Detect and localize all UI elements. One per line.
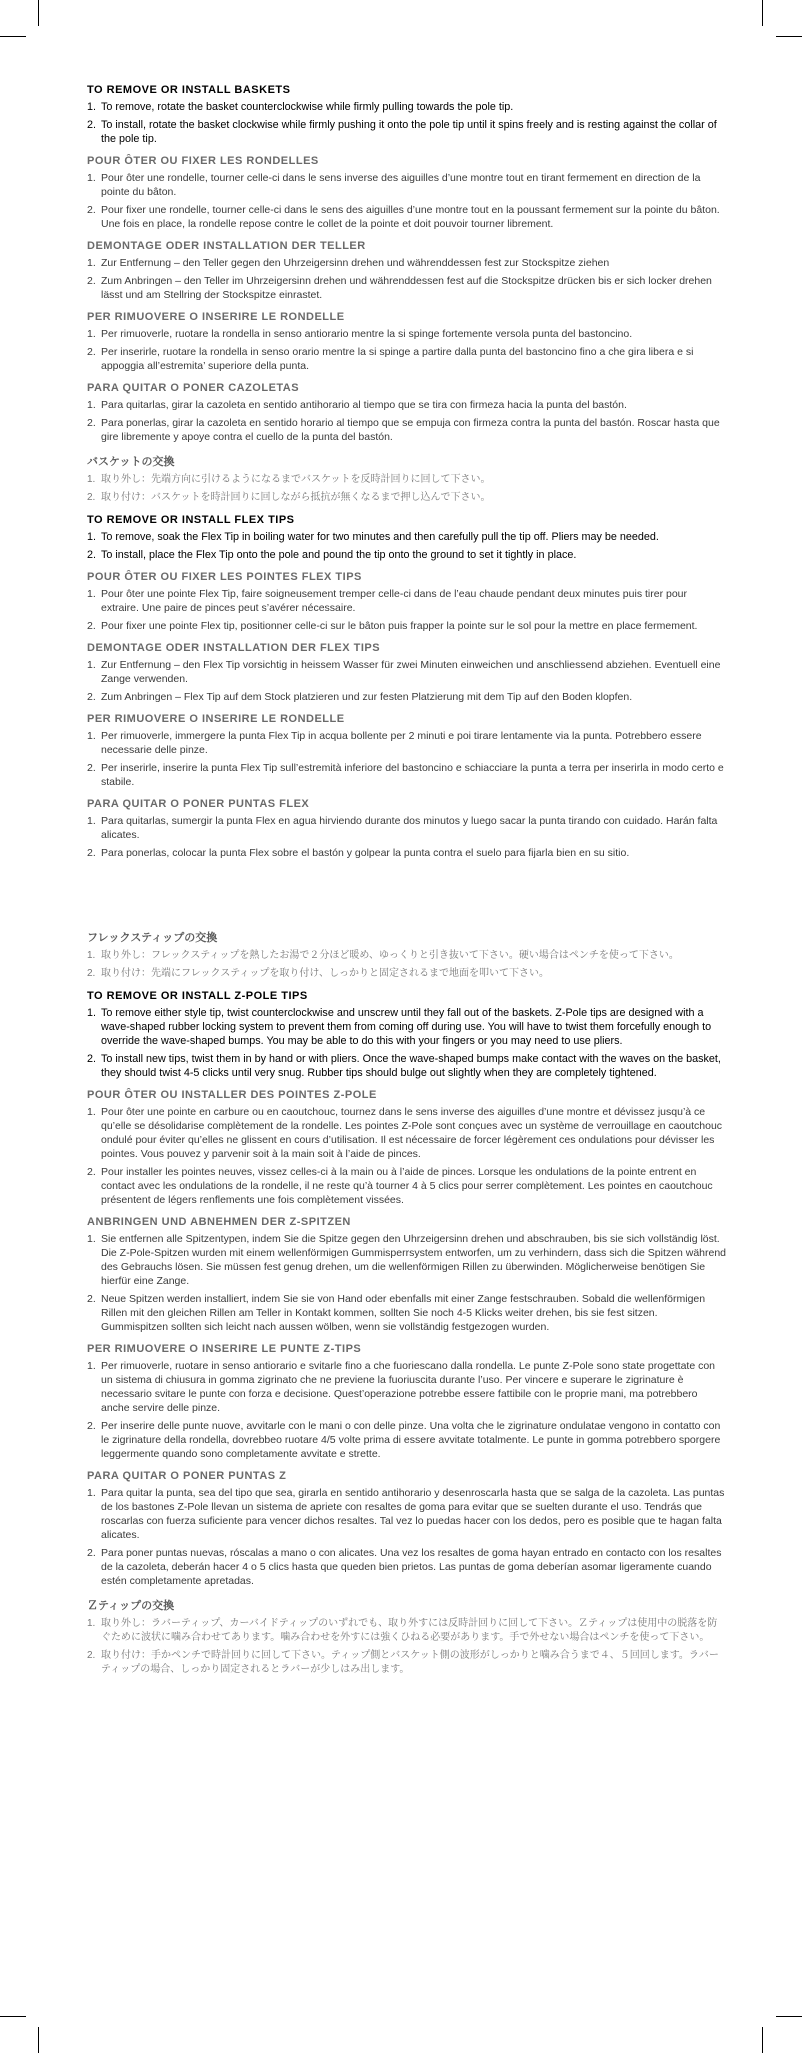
instruction-list bbox=[87, 1359, 727, 1461]
step-text: 取り外し：ラバーティップ、カーバイドティップのいずれでも、取り外すには反時計回りに回して下さい。Ｚティップは使用中の脱落を防ぐために波状に噛み合わせてあります。噛み合わせを外すには強くひねる必要があります。手で外せない場合はペンチを使って下さい。 bbox=[101, 1618, 718, 1643]
step-number: 1. bbox=[87, 950, 96, 961]
step-number: 1. bbox=[87, 1487, 96, 1499]
step-text: To install, rotate the basket clockwise while firmly pushing it onto the pole tip until it spins freely and is resting against the collar of the pole tip. bbox=[101, 119, 717, 145]
section-heading: PER RIMUOVERE O INSERIRE LE RONDELLE bbox=[87, 311, 345, 323]
step-number: 1. bbox=[87, 399, 96, 411]
step-text: To remove either style tip, twist counterclockwise and unscrew until they fall out of the baskets. Z-Pole tips are designed with a wave-shaped rubber locking system to prevent them from coming off during use. You will have to twist them forcefully enough to override the wave-shaped bumps. You may be able to do this with your fingers or you may need to use pliers. bbox=[101, 1007, 712, 1047]
step-number: 1. bbox=[87, 328, 96, 340]
section-heading: TO REMOVE OR INSTALL FLEX TIPS bbox=[87, 514, 295, 526]
section-heading: PARA QUITAR O PONER PUNTAS Z bbox=[87, 1470, 287, 1482]
step-text: Per rimuoverle, ruotare in senso antiorario e svitarle fino a che fuoriescano dalla rondella. Le punte Z-Pole sono state progettate con un sistema di chiusura in gomma zigrinato che ne previene la fuoriuscita durante l’uso. Per vincere e superare le zigrinature è necessario svitare le punte con forza e decisione. Quest’operazione potrebbe essere fattibile con le proprie mani, ma potrebbero anche servire delle pinze. bbox=[101, 1360, 716, 1414]
step-number: 2. bbox=[87, 762, 96, 774]
instruction-step bbox=[87, 1419, 727, 1461]
step-number: 1. bbox=[87, 1618, 96, 1629]
step-text: 取り付け：バスケットを時計回りに回しながら抵抗が無くなるまで押し込んで下さい。 bbox=[101, 492, 491, 503]
crop-mark-top-right bbox=[762, 0, 763, 26]
step-number: 2. bbox=[87, 1166, 96, 1178]
step-text: Pour ôter une pointe en carbure ou en caoutchouc, tournez dans le sens inverse des aiguilles d’une montre et dévissez jusqu’à ce qu’elle se désolidarise complètement de la rondelle. Les pointes Z-Pole sont conçues avec un système de verrouillage en caoutchouc ondulé pour éviter qu’elles ne glissent en cours d’utilisation. Il est nécessaire de forcer légèrement ces ondulations pour dévisser les pointes. Vous pouvez y parvenir soit à la main soit à l’aide de pinces. bbox=[101, 1106, 723, 1160]
instruction-step bbox=[87, 345, 727, 373]
instruction-list bbox=[87, 1617, 727, 1677]
section-heading: PER RIMUOVERE O INSERIRE LE PUNTE Z-TIPS bbox=[87, 1343, 362, 1355]
crop-mark-bottom-left bbox=[38, 2027, 39, 2053]
instruction-list bbox=[87, 327, 727, 373]
step-number: 1. bbox=[87, 588, 96, 600]
instruction-step bbox=[87, 587, 727, 615]
step-number: 2. bbox=[87, 119, 97, 131]
section-fr bbox=[87, 155, 727, 231]
instruction-list bbox=[87, 949, 727, 981]
instruction-step bbox=[87, 171, 727, 199]
step-number: 2. bbox=[87, 691, 96, 703]
step-number: 1. bbox=[87, 1360, 96, 1372]
section-it bbox=[87, 713, 727, 789]
instruction-step bbox=[87, 100, 727, 114]
section-en bbox=[87, 84, 727, 146]
instruction-step bbox=[87, 491, 727, 505]
instruction-step bbox=[87, 761, 727, 789]
instruction-step bbox=[87, 327, 727, 341]
instruction-list bbox=[87, 814, 727, 860]
instruction-list bbox=[87, 729, 727, 789]
section-en bbox=[87, 990, 727, 1080]
instruction-step bbox=[87, 416, 727, 444]
section-heading: TO REMOVE OR INSTALL BASKETS bbox=[87, 84, 291, 96]
instruction-list bbox=[87, 473, 727, 505]
section-spacer bbox=[87, 869, 727, 929]
step-text: Para poner puntas nuevas, róscalas a mano o con alicates. Una vez los resaltes de goma hayan entrado en contacto con los resaltes de la cazoleta, deberán hacer 4 o 5 clics hasta que queden bien prietos. Las puntas de goma deberían asomar ligeramente cuando estén completamente apretadas. bbox=[101, 1547, 722, 1587]
section-heading: POUR ÔTER OU INSTALLER DES POINTES Z-POLE bbox=[87, 1089, 377, 1101]
step-text: 取り外し：フレックスティップを熱したお湯で２分ほど暖め、ゆっくりと引き抜いて下さい。硬い場合はペンチを使って下さい。 bbox=[101, 950, 679, 961]
step-number: 1. bbox=[87, 474, 96, 485]
instruction-step bbox=[87, 203, 727, 231]
instruction-list bbox=[87, 256, 727, 302]
instruction-list bbox=[87, 1105, 727, 1207]
step-text: Per rimuoverle, immergere la punta Flex Tip in acqua bollente per 2 minuti e poi tirare lentamente via la punta. Potrebbero essere necessarie delle pinze. bbox=[101, 730, 702, 756]
instruction-list bbox=[87, 658, 727, 704]
section-fr bbox=[87, 571, 727, 633]
step-number: 1. bbox=[87, 730, 96, 742]
instruction-list bbox=[87, 587, 727, 633]
instruction-list bbox=[87, 100, 727, 146]
crop-mark-left-bottom bbox=[0, 2016, 26, 2017]
step-number: 2. bbox=[87, 346, 96, 358]
section-es bbox=[87, 1470, 727, 1588]
section-jp bbox=[87, 929, 727, 981]
section-de bbox=[87, 642, 727, 704]
step-number: 1. bbox=[87, 1233, 96, 1245]
instruction-step bbox=[87, 1546, 727, 1588]
step-number: 1. bbox=[87, 101, 97, 113]
section-jp bbox=[87, 453, 727, 505]
step-text: Per rimuoverle, ruotare la rondella in senso antiorario mentre la si spinge fortemente versola punta del bastoncino. bbox=[101, 328, 633, 340]
section-es bbox=[87, 382, 727, 444]
step-number: 2. bbox=[87, 204, 96, 216]
instruction-step bbox=[87, 1292, 727, 1334]
step-text: To install, place the Flex Tip onto the pole and pound the tip onto the ground to set it tightly in place. bbox=[101, 549, 577, 561]
instruction-list bbox=[87, 171, 727, 231]
section-es bbox=[87, 798, 727, 860]
section-heading: PER RIMUOVERE O INSERIRE LE RONDELLE bbox=[87, 713, 345, 725]
crop-mark-left-top bbox=[0, 36, 26, 37]
instruction-list bbox=[87, 398, 727, 444]
step-text: Pour ôter une rondelle, tourner celle-ci dans le sens inverse des aiguilles d’une montre tout en tirant fermement en direction de la pointe du bâton. bbox=[101, 172, 701, 198]
section-heading: DEMONTAGE ODER INSTALLATION DER FLEX TIPS bbox=[87, 642, 381, 654]
section-it bbox=[87, 1343, 727, 1461]
section-jp bbox=[87, 1597, 727, 1677]
crop-mark-top-left bbox=[38, 0, 39, 26]
step-text: 取り付け：先端にフレックスティップを取り付け、しっかりと固定されるまで地面を叩いて下さい。 bbox=[101, 968, 549, 979]
instruction-list bbox=[87, 530, 727, 562]
section-fr bbox=[87, 1089, 727, 1207]
step-number: 2. bbox=[87, 620, 96, 632]
step-text: Pour ôter une pointe Flex Tip, faire soigneusement tremper celle-ci dans de l’eau chaude pendant deux minutes puis tirer pour extraire. Une paire de pinces peut s’avérer nécessaire. bbox=[101, 588, 688, 614]
step-text: Neue Spitzen werden installiert, indem Sie sie von Hand oder ebenfalls mit einer Zange festschrauben. Sobald die wellenförmigen Rillen mit den gleichen Rillen am Teller in Kontakt kommen, sollten Sie noch 4-5 Klicks weiter drehen, bis sie fest sitzen. Gummispitzen sollten sich leicht nach aussen wölben, wenn sie vollständig festgezogen wurden. bbox=[101, 1293, 706, 1333]
step-text: Pour fixer une pointe Flex tip, positionner celle-ci sur le bâton puis frapper la pointe sur le sol pour la mettre en place fermement. bbox=[101, 620, 698, 632]
instruction-step bbox=[87, 1486, 727, 1542]
instruction-step bbox=[87, 690, 727, 704]
instruction-step bbox=[87, 619, 727, 633]
instruction-step bbox=[87, 398, 727, 412]
step-text: To remove, rotate the basket counterclockwise while firmly pulling towards the pole tip. bbox=[101, 101, 514, 113]
step-number: 1. bbox=[87, 1007, 97, 1019]
step-text: Para quitarlas, sumergir la punta Flex en agua hirviendo durante dos minutos y luego sacar la punta tirando con cuidado. Harán falta alicates. bbox=[101, 815, 718, 841]
step-number: 2. bbox=[87, 1420, 96, 1432]
instruction-step bbox=[87, 1006, 727, 1048]
step-text: Para quitar la punta, sea del tipo que sea, girarla en sentido antihorario y desenroscarla hasta que se salga de la cazoleta. Las puntas de los bastones Z-Pole llevan un sistema de apriete con resaltes de goma para evitar que se suelten durante el uso. Tendrás que roscarlas con fuerza suficiente para vencer dichos resaltes. Tal vez lo puedas hacer con los dedos, pero es posible que te hagan falta alicates. bbox=[101, 1487, 725, 1541]
instruction-list bbox=[87, 1232, 727, 1334]
step-number: 2. bbox=[87, 968, 96, 979]
instruction-step bbox=[87, 1617, 727, 1645]
instruction-step bbox=[87, 967, 727, 981]
instruction-step bbox=[87, 846, 727, 860]
instruction-list bbox=[87, 1486, 727, 1588]
instruction-list bbox=[87, 1006, 727, 1080]
instruction-step bbox=[87, 1359, 727, 1415]
step-number: 2. bbox=[87, 1293, 96, 1305]
instruction-step bbox=[87, 1232, 727, 1288]
step-number: 1. bbox=[87, 172, 96, 184]
section-heading: フレックスティップの交換 bbox=[87, 932, 218, 944]
section-heading: PARA QUITAR O PONER PUNTAS FLEX bbox=[87, 798, 310, 810]
instruction-step bbox=[87, 949, 727, 963]
step-text: To install new tips, twist them in by hand or with pliers. Once the wave-shaped bumps make contact with the waves on the basket, they should twist 4-5 clicks until very snug. Rubber tips should bulge out slightly when they are completely tightened. bbox=[101, 1053, 721, 1079]
step-text: Sie entfernen alle Spitzentypen, indem Sie die Spitze gegen den Uhrzeigersinn drehen und abschrauben, bis sie sich vollständig löst. Die Z-Pole-Spitzen wurden mit einem wellenförmigen Gummisperrsystem entworfen, um zu verhindern, dass sich die Spitzen während des Gebrauchs lösen. Sie müssen fest genug drehen, um die wellenförmigen Rillen zu überwinden. Möglicherweise benötigen Sie hierfür eine Zange. bbox=[101, 1233, 727, 1287]
instruction-document bbox=[87, 84, 727, 1686]
instruction-step bbox=[87, 1052, 727, 1080]
step-number: 2. bbox=[87, 549, 97, 561]
step-text: Zur Entfernung – den Teller gegen den Uhrzeigersinn drehen und währenddessen fest zur Stockspitze ziehen bbox=[101, 257, 610, 269]
step-text: Para ponerlas, girar la cazoleta en sentido horario al tiempo que se empuja con firmeza contra la punta del bastón. Roscar hasta que gire libremente y apoye contra el cuello de la punta del bastón. bbox=[101, 417, 720, 443]
instruction-step bbox=[87, 473, 727, 487]
step-text: Zum Anbringen – den Teller im Uhrzeigersinn drehen und währenddessen fest auf die Stockspitze drücken bis er sich locker drehen lässt und am Stellring der Stockspitze einrastet. bbox=[101, 275, 712, 301]
section-heading: バスケットの交換 bbox=[87, 456, 175, 468]
step-text: 取り外し：先端方向に引けるようになるまでバスケットを反時計回りに回して下さい。 bbox=[101, 474, 491, 485]
section-heading: TO REMOVE OR INSTALL Z-POLE TIPS bbox=[87, 990, 308, 1002]
step-text: Pour installer les pointes neuves, vissez celles-ci à la main ou à l’aide de pinces. Lorsque les ondulations de la pointe entrent en contact avec les ondulations de la rondelle, il ne reste qu’à tourner 4 à 5 clics pour serrer complètement. Les pointes en caoutchouc présentent de légers renflements une fois complètement vissées. bbox=[101, 1166, 713, 1206]
section-heading: Ｚティップの交換 bbox=[87, 1600, 175, 1612]
section-heading: DEMONTAGE ODER INSTALLATION DER TELLER bbox=[87, 240, 366, 252]
section-heading: POUR ÔTER OU FIXER LES RONDELLES bbox=[87, 155, 319, 167]
crop-mark-bottom-right bbox=[762, 2027, 763, 2053]
step-number: 2. bbox=[87, 275, 96, 287]
step-text: 取り付け：手かペンチで時計回りに回して下さい。ティップ側とバスケット側の波形がしっかりと噛み合うまで４、５回回します。ラバーティップの場合、しっかり固定されるとラバーが少しはみ出します。 bbox=[101, 1650, 719, 1675]
step-number: 1. bbox=[87, 257, 96, 269]
step-text: Zum Anbringen – Flex Tip auf dem Stock platzieren und zur festen Platzierung mit dem Tip auf den Boden klopfen. bbox=[101, 691, 633, 703]
step-number: 1. bbox=[87, 815, 96, 827]
step-text: Zur Entfernung – den Flex Tip vorsichtig in heissem Wasser für zwei Minuten einweichen und anschliessend abziehen. Eventuell eine Zange verwenden. bbox=[101, 659, 721, 685]
step-text: Para ponerlas, colocar la punta Flex sobre el bastón y golpear la punta contra el suelo para fijarla bien en su sitio. bbox=[101, 847, 630, 859]
instruction-step bbox=[87, 1649, 727, 1677]
step-text: Per inserire delle punte nuove, avvitarle con le mani o con delle pinze. Una volta che le zigrinature ondulatae vengono in contatto con le zigrinature della rondella, dovrebbeo ruotare 4/5 volte prima di essere avvitate totalmente. Le punte in gomma potrebbero sporgere leggermente quando sono completamente avvitate e strette. bbox=[101, 1420, 721, 1460]
step-number: 2. bbox=[87, 1650, 96, 1661]
instruction-step bbox=[87, 256, 727, 270]
instruction-step bbox=[87, 1165, 727, 1207]
instruction-step bbox=[87, 274, 727, 302]
instruction-step bbox=[87, 118, 727, 146]
instruction-step bbox=[87, 814, 727, 842]
instruction-step bbox=[87, 729, 727, 757]
step-text: Para quitarlas, girar la cazoleta en sentido antihorario al tiempo que se tira con firmeza hacia la punta del bastón. bbox=[101, 399, 627, 411]
step-text: To remove, soak the Flex Tip in boiling water for two minutes and then carefully pull the tip off. Pliers may be needed. bbox=[101, 531, 659, 543]
step-number: 2. bbox=[87, 847, 96, 859]
instruction-step bbox=[87, 548, 727, 562]
step-number: 1. bbox=[87, 1106, 96, 1118]
step-text: Per inserirle, inserire la punta Flex Tip sull’estremità inferiore del bastoncino e schiacciare la punta a terra per inserirla in modo certo e stabile. bbox=[101, 762, 724, 788]
section-heading: PARA QUITAR O PONER CAZOLETAS bbox=[87, 382, 300, 394]
step-number: 2. bbox=[87, 492, 96, 503]
section-heading: ANBRINGEN UND ABNEHMEN DER Z-SPITZEN bbox=[87, 1216, 351, 1228]
step-number: 2. bbox=[87, 1547, 96, 1559]
step-text: Per inserirle, ruotare la rondella in senso orario mentre la si spinge a partire dalla punta del bastoncino fino a che gira libera e si appoggia all’estremita’ superiore della punta. bbox=[101, 346, 694, 372]
section-de bbox=[87, 240, 727, 302]
section-heading: POUR ÔTER OU FIXER LES POINTES FLEX TIPS bbox=[87, 571, 362, 583]
instruction-step bbox=[87, 658, 727, 686]
step-number: 1. bbox=[87, 659, 96, 671]
section-en bbox=[87, 514, 727, 562]
section-it bbox=[87, 311, 727, 373]
step-number: 1. bbox=[87, 531, 97, 543]
section-de bbox=[87, 1216, 727, 1334]
instruction-step bbox=[87, 530, 727, 544]
crop-mark-right-bottom bbox=[776, 2016, 802, 2017]
step-number: 2. bbox=[87, 417, 96, 429]
step-text: Pour fixer une rondelle, tourner celle-ci dans le sens des aiguilles d’une montre tout en la poussant fermement sur la pointe du bâton. Une fois en place, la rondelle repose contre le collet de la pointe et doit pouvoir tourner librement. bbox=[101, 204, 720, 230]
instruction-step bbox=[87, 1105, 727, 1161]
crop-mark-right-top bbox=[776, 36, 802, 37]
step-number: 2. bbox=[87, 1053, 97, 1065]
